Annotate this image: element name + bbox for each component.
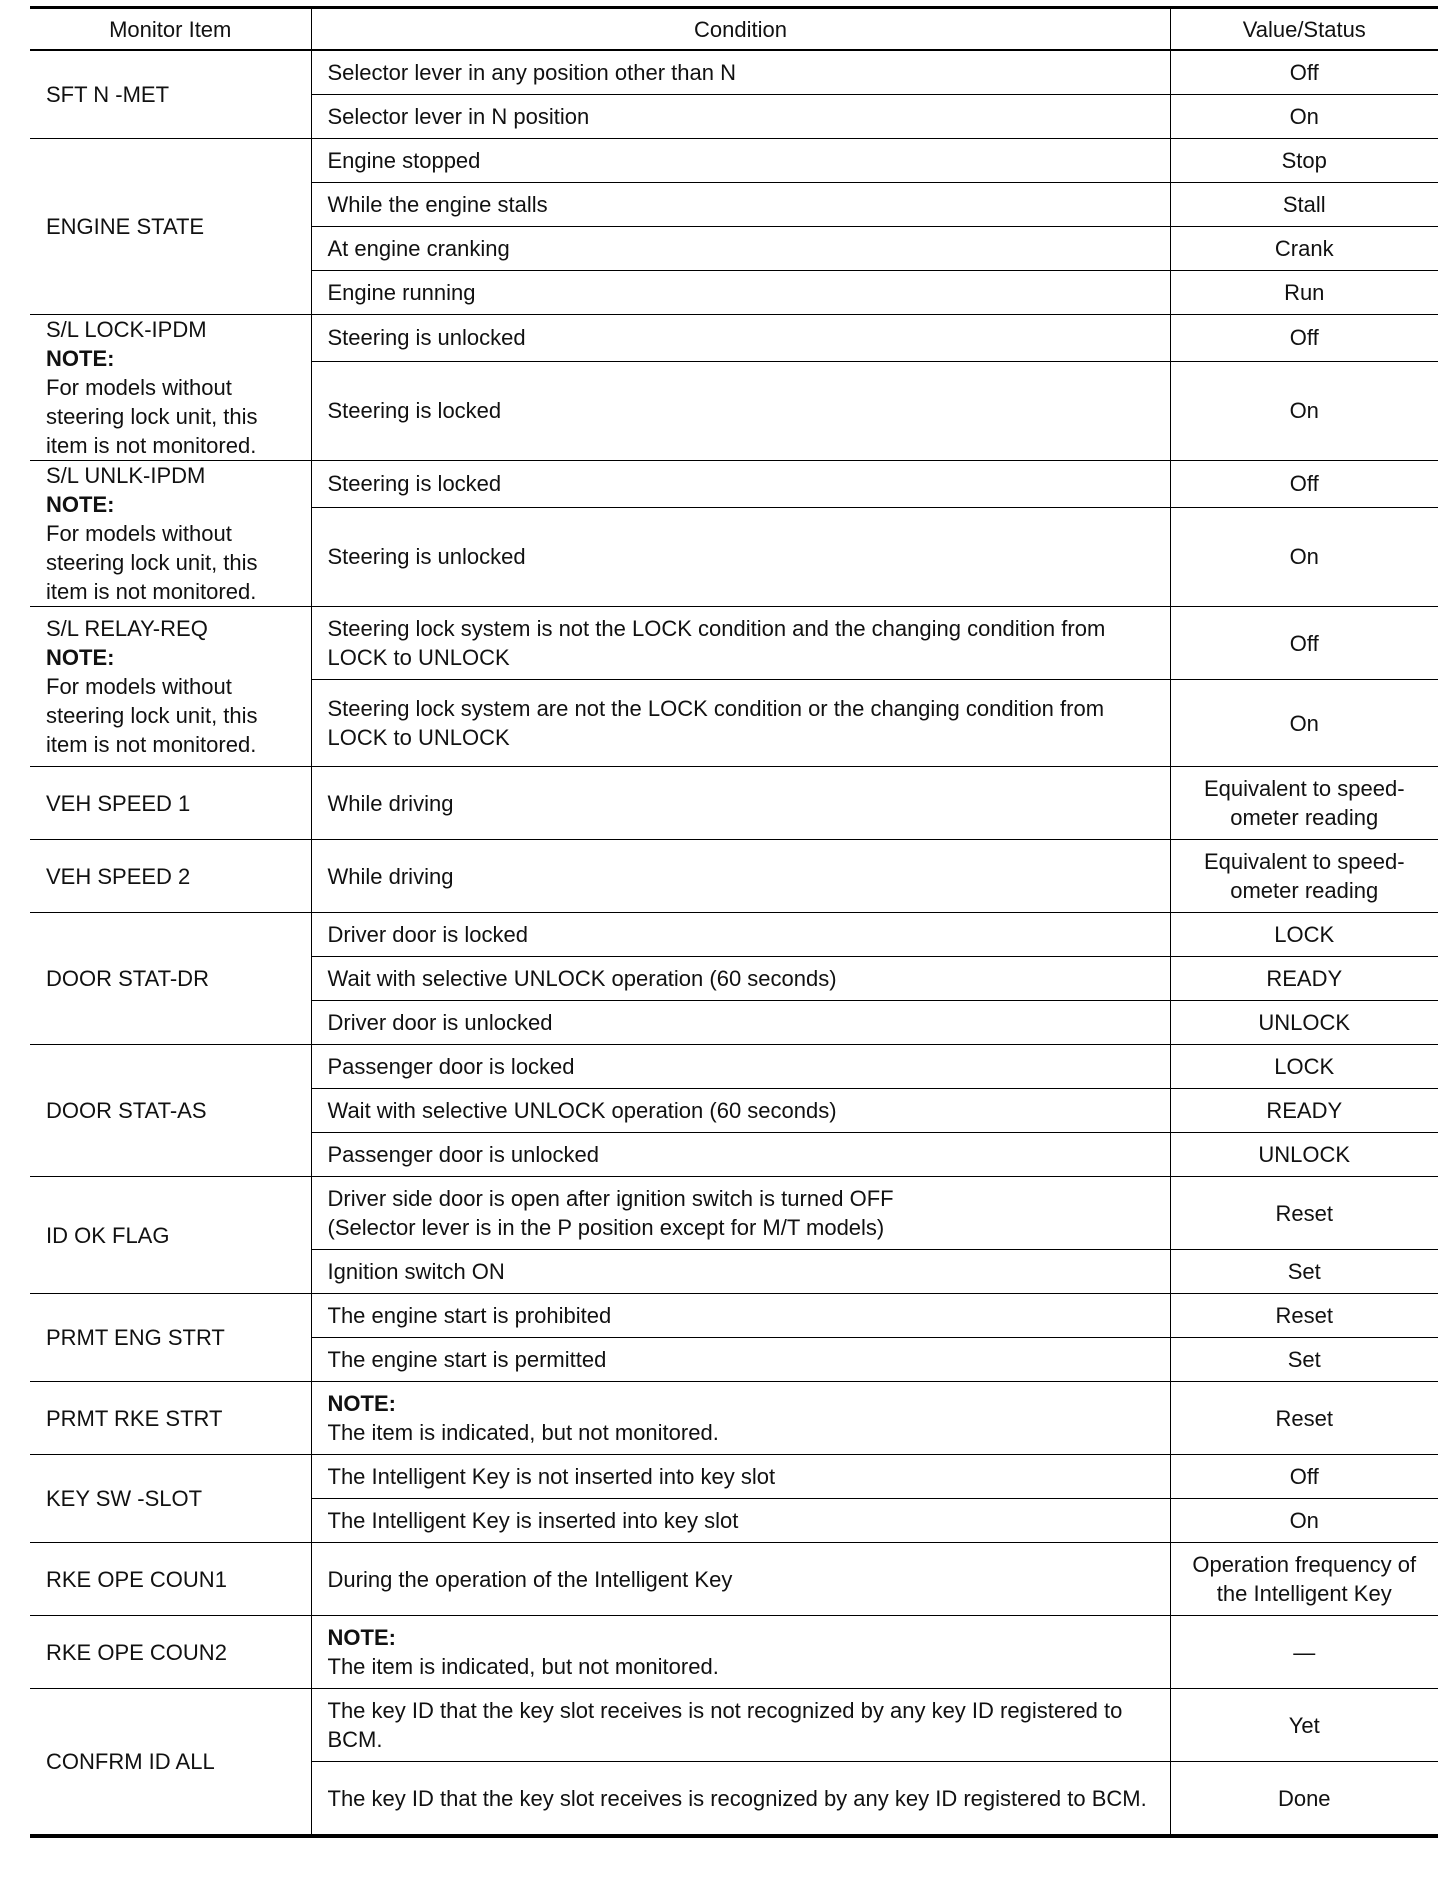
condition-cell: Steering is locked — [311, 361, 1170, 460]
condition-cell: During the operation of the Intelligent Key — [311, 1543, 1170, 1616]
monitor-item: ID OK FLAG — [30, 1177, 311, 1294]
note-label: NOTE: — [46, 346, 115, 371]
condition-cell: Steering lock system are not the LOCK condition or the changing condition from LOCK to UNLOCK — [311, 680, 1170, 767]
condition-cell: While the engine stalls — [311, 183, 1170, 227]
condition-cell: Wait with selective UNLOCK operation (60 seconds) — [311, 1089, 1170, 1133]
monitor-item: SFT N -MET — [30, 50, 311, 139]
value-cell: LOCK — [1170, 1045, 1438, 1089]
monitor-item-name: S/L LOCK-IPDM — [46, 317, 207, 342]
value-cell: Stall — [1170, 183, 1438, 227]
table-row — [30, 1045, 1438, 1089]
condition-cell: The key ID that the key slot receives is not recognized by any key ID registered to BCM. — [311, 1689, 1170, 1762]
condition-cell: Passenger door is locked — [311, 1045, 1170, 1089]
condition-cell — [311, 1382, 1170, 1455]
monitor-item: RKE OPE COUN1 — [30, 1543, 311, 1616]
condition-cell: Steering is locked — [311, 461, 1170, 508]
condition-cell: The key ID that the key slot receives is recognized by any key ID registered to BCM. — [311, 1762, 1170, 1837]
note-text: For models without steering lock unit, this item is not monitored. — [46, 375, 258, 458]
table-row — [30, 50, 1438, 95]
value-cell: Operation frequency of the Intelligent Key — [1170, 1543, 1438, 1616]
value-cell: — — [1170, 1616, 1438, 1689]
header-value-status: Value/Status — [1170, 8, 1438, 51]
value-cell: Crank — [1170, 227, 1438, 271]
monitor-item: CONFRM ID ALL — [30, 1689, 311, 1837]
header-row — [30, 8, 1438, 51]
header-condition: Condition — [311, 8, 1170, 51]
value-cell: Off — [1170, 1455, 1438, 1499]
value-cell: Stop — [1170, 139, 1438, 183]
table-row — [30, 607, 1438, 680]
value-cell: READY — [1170, 957, 1438, 1001]
monitor-item — [30, 315, 311, 461]
table-row — [30, 1455, 1438, 1499]
value-cell: On — [1170, 1499, 1438, 1543]
condition-cell: Ignition switch ON — [311, 1250, 1170, 1294]
monitor-item: ENGINE STATE — [30, 139, 311, 315]
condition-cell: Selector lever in any position other than N — [311, 50, 1170, 95]
note-text: The item is indicated, but not monitored. — [327, 1654, 719, 1679]
monitor-item: DOOR STAT-DR — [30, 913, 311, 1045]
table-row — [30, 1616, 1438, 1689]
condition-cell: Driver door is unlocked — [311, 1001, 1170, 1045]
value-cell: Off — [1170, 50, 1438, 95]
value-cell: Reset — [1170, 1177, 1438, 1250]
condition-cell: The Intelligent Key is inserted into key slot — [311, 1499, 1170, 1543]
condition-cell — [311, 1616, 1170, 1689]
value-cell: Run — [1170, 271, 1438, 315]
monitor-item-name: S/L UNLK-IPDM — [46, 463, 206, 488]
note-text: The item is indicated, but not monitored. — [327, 1420, 719, 1445]
monitor-item — [30, 607, 311, 767]
value-cell: Done — [1170, 1762, 1438, 1837]
monitor-item: VEH SPEED 2 — [30, 840, 311, 913]
note-label: NOTE: — [327, 1391, 396, 1416]
table-row — [30, 840, 1438, 913]
condition-cell: Steering lock system is not the LOCK condition and the changing condition from LOCK to UNLOCK — [311, 607, 1170, 680]
value-cell: Off — [1170, 315, 1438, 362]
value-cell: UNLOCK — [1170, 1133, 1438, 1177]
condition-cell: Selector lever in N position — [311, 95, 1170, 139]
table-row — [30, 1543, 1438, 1616]
value-cell: On — [1170, 507, 1438, 606]
monitor-item: KEY SW -SLOT — [30, 1455, 311, 1543]
condition-cell: Passenger door is unlocked — [311, 1133, 1170, 1177]
condition-line: Driver side door is open after ignition switch is turned OFF — [327, 1186, 894, 1211]
note-label: NOTE: — [46, 492, 115, 517]
condition-cell: The engine start is permitted — [311, 1338, 1170, 1382]
note-label: NOTE: — [327, 1625, 396, 1650]
condition-cell: Wait with selective UNLOCK operation (60 seconds) — [311, 957, 1170, 1001]
condition-cell: While driving — [311, 767, 1170, 840]
condition-cell: At engine cranking — [311, 227, 1170, 271]
condition-cell: Driver door is locked — [311, 913, 1170, 957]
monitor-item-table — [30, 6, 1438, 1838]
condition-cell: The engine start is prohibited — [311, 1294, 1170, 1338]
note-label: NOTE: — [46, 645, 115, 670]
table-row — [30, 1689, 1438, 1762]
monitor-item: RKE OPE COUN2 — [30, 1616, 311, 1689]
table-row — [30, 139, 1438, 183]
value-cell: On — [1170, 95, 1438, 139]
monitor-item: PRMT ENG STRT — [30, 1294, 311, 1382]
note-text: For models without steering lock unit, this item is not monitored. — [46, 674, 258, 757]
monitor-item-name: S/L RELAY-REQ — [46, 616, 208, 641]
table-row — [30, 1177, 1438, 1250]
condition-cell — [311, 1177, 1170, 1250]
value-cell: Set — [1170, 1338, 1438, 1382]
table-row — [30, 767, 1438, 840]
value-cell: Set — [1170, 1250, 1438, 1294]
table-row — [30, 1294, 1438, 1338]
monitor-item — [30, 461, 311, 607]
value-cell: READY — [1170, 1089, 1438, 1133]
table-row — [30, 461, 1438, 508]
monitor-item: PRMT RKE STRT — [30, 1382, 311, 1455]
table-row — [30, 1382, 1438, 1455]
condition-line: (Selector lever is in the P position except for M/T models) — [327, 1215, 885, 1240]
condition-cell: Steering is unlocked — [311, 507, 1170, 606]
value-cell: Reset — [1170, 1382, 1438, 1455]
condition-cell: Engine running — [311, 271, 1170, 315]
value-cell: Equivalent to speed-ometer reading — [1170, 840, 1438, 913]
table-row — [30, 315, 1438, 362]
value-cell: Off — [1170, 461, 1438, 508]
value-cell: Yet — [1170, 1689, 1438, 1762]
value-cell: Equivalent to speed-ometer reading — [1170, 767, 1438, 840]
condition-cell: Engine stopped — [311, 139, 1170, 183]
value-cell: LOCK — [1170, 913, 1438, 957]
monitor-item: DOOR STAT-AS — [30, 1045, 311, 1177]
value-cell: On — [1170, 680, 1438, 767]
condition-cell: While driving — [311, 840, 1170, 913]
condition-cell: Steering is unlocked — [311, 315, 1170, 362]
table-row — [30, 913, 1438, 957]
value-cell: UNLOCK — [1170, 1001, 1438, 1045]
condition-cell: The Intelligent Key is not inserted into key slot — [311, 1455, 1170, 1499]
header-monitor-item: Monitor Item — [30, 8, 311, 51]
value-cell: Off — [1170, 607, 1438, 680]
value-cell: Reset — [1170, 1294, 1438, 1338]
monitor-item: VEH SPEED 1 — [30, 767, 311, 840]
note-text: For models without steering lock unit, this item is not monitored. — [46, 521, 258, 604]
value-cell: On — [1170, 361, 1438, 460]
